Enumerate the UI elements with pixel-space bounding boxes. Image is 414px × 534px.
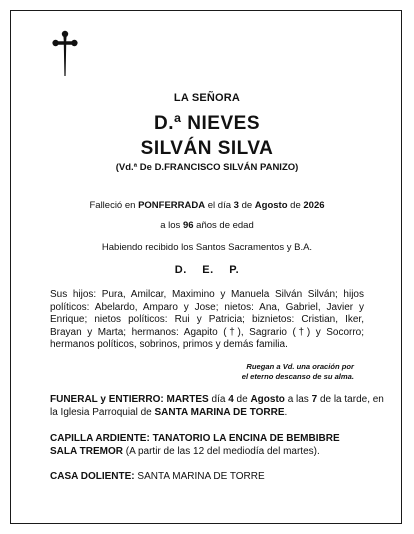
sacraments-line: Habiendo recibido los Santos Sacramentos y B.A. — [101, 242, 313, 253]
funeral-end: . — [284, 407, 288, 418]
funeral-t1: día — [211, 394, 226, 405]
death-month: Agosto — [254, 200, 288, 211]
funeral-t5: la Iglesia Parroquial de — [50, 407, 152, 418]
age-suffix: años de edad — [196, 220, 254, 231]
chapel-room: SALA TREMOR — [50, 446, 123, 457]
funeral-t2: de — [236, 394, 248, 405]
death-prefix: Falleció en — [89, 200, 136, 211]
funeral-weekday: MARTES — [166, 394, 209, 405]
death-mid: el día — [207, 200, 231, 211]
chapel-rest: (A partir de las 12 del mediodía del martes). — [125, 446, 320, 457]
dep-line: D. E. P. — [174, 264, 240, 276]
funeral-t3: a las — [287, 394, 309, 405]
funeral-label: FUNERAL y ENTIERRO: — [50, 394, 164, 405]
funeral-line2 — [50, 406, 366, 419]
chapel-title: CAPILLA ARDIENTE: TANATORIO LA ENCINA DE BEMBIBRE — [50, 433, 340, 444]
funeral-t4: de la tarde, en — [319, 394, 384, 405]
deceased-name-line2: SILVÁN SILVA — [140, 138, 274, 159]
death-of: de — [241, 200, 253, 211]
chapel-line2 — [50, 445, 366, 458]
house-line — [50, 470, 366, 483]
age-line — [0, 220, 414, 231]
death-line — [0, 200, 414, 211]
funeral-month: Agosto — [250, 394, 285, 405]
funeral-block — [50, 393, 384, 419]
age-years: 96 — [182, 220, 194, 231]
funeral-church: SANTA MARINA DE TORRE — [154, 407, 285, 418]
death-of2: de — [290, 200, 301, 211]
death-place: PONFERRADA — [138, 200, 206, 211]
prayer-line2: el eterno descanso de su alma. — [241, 372, 354, 381]
funeral-day: 4 — [228, 394, 234, 405]
death-day: 3 — [233, 200, 239, 211]
heading: LA SEÑORA — [173, 92, 241, 104]
age-prefix: a los — [160, 220, 181, 231]
house-block — [50, 470, 366, 483]
house-value: SANTA MARINA DE TORRE — [137, 471, 265, 482]
cross-icon — [52, 30, 78, 78]
funeral-hour: 7 — [311, 394, 318, 405]
deceased-name-line1: D.ª NIEVES — [153, 113, 260, 134]
death-year: 2026 — [303, 200, 325, 211]
prayer-request — [242, 362, 354, 382]
family-paragraph: Sus hijos: Pura, Amilcar, Maximino y Manuela Silván Silván; hijos políticos: Abelardo, Amparo y Jose; nietos: Ana, Gabriel, Javier y Enrique; nietos políticos: Rui y Patricia; biznietos: Cristian, Iker, Brayan y Marta; hermanos: Agapito (†), Sagrario (†) y Socorro; hermanos políticos, sobrinos, primos y demás familia. — [50, 289, 364, 351]
chapel-line1 — [50, 432, 366, 445]
widow-note: (Vd.ª De D.FRANCISCO SILVÁN PANIZO) — [115, 162, 299, 173]
chapel-block — [50, 432, 366, 458]
house-label: CASA DOLIENTE: — [50, 471, 135, 482]
funeral-line1 — [50, 393, 384, 406]
prayer-line1: Ruegan a Vd. una oración por — [246, 362, 354, 371]
